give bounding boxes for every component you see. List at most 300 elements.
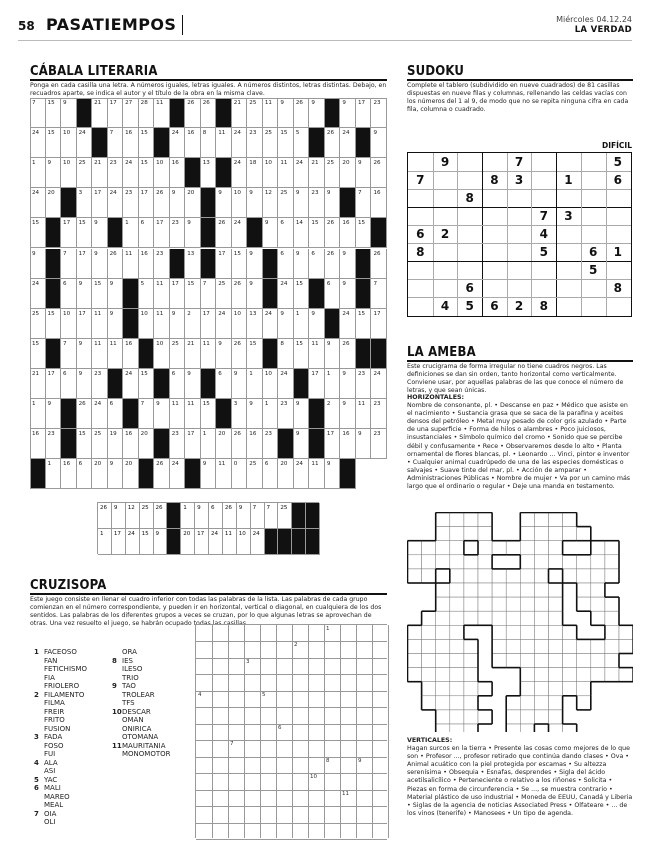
cabala-cell[interactable]: 21 [30, 369, 46, 399]
sudoku-cell[interactable] [482, 153, 507, 171]
ameba-cell[interactable] [450, 583, 464, 597]
cabala-key-cell[interactable]: 24 [126, 529, 140, 555]
ameba-cell[interactable] [492, 611, 506, 625]
ameba-cell[interactable] [520, 710, 534, 724]
cabala-key-cell[interactable]: 26 [223, 503, 237, 529]
ameba-cell[interactable] [605, 639, 619, 653]
ameba-cell[interactable] [464, 639, 478, 653]
cabala-cell[interactable]: 23 [170, 218, 186, 248]
cabala-cell[interactable]: 6 [278, 218, 294, 248]
cabala-cell[interactable]: 6 [325, 279, 341, 309]
cabala-cell[interactable]: 15 [309, 218, 325, 248]
sudoku-cell[interactable] [556, 261, 581, 279]
cabala-cell[interactable]: 24 [216, 309, 232, 339]
cabala-key-cell[interactable]: 9 [195, 503, 209, 529]
cabala-cell[interactable]: 13 [185, 249, 201, 279]
cabala-cell[interactable]: 24 [170, 459, 186, 489]
sudoku-cell[interactable] [482, 243, 507, 261]
ameba-cell[interactable] [422, 682, 436, 696]
cabala-cell[interactable]: 11 [278, 158, 294, 188]
cabala-cell[interactable]: 9 [201, 459, 217, 489]
ameba-cell[interactable] [563, 555, 577, 569]
cabala-cell[interactable]: 25 [92, 429, 108, 459]
ameba-cell[interactable] [478, 513, 492, 527]
cabala-cell[interactable]: 9 [356, 429, 372, 459]
cabala-cell[interactable]: 24 [123, 158, 139, 188]
cabala-cell[interactable]: 10 [263, 158, 279, 188]
ameba-cell[interactable] [534, 639, 548, 653]
cabala-cell[interactable]: 17 [371, 309, 387, 339]
ameba-cell[interactable] [478, 597, 492, 611]
cabala-cell[interactable]: 23 [371, 399, 387, 429]
sudoku-cell[interactable] [556, 153, 581, 171]
cabala-cell[interactable]: 21 [92, 98, 108, 128]
cabala-cell[interactable]: 17 [170, 279, 186, 309]
cabala-key-cell[interactable]: 9 [237, 503, 251, 529]
sudoku-cell[interactable] [531, 261, 556, 279]
cabala-cell[interactable]: 2 [325, 399, 341, 429]
cabala-cell[interactable]: 1 [294, 309, 310, 339]
ameba-cell[interactable] [464, 569, 478, 583]
cabala-key-cell[interactable]: 7 [265, 503, 279, 529]
ameba-cell[interactable] [478, 583, 492, 597]
cabala-cell[interactable]: 20 [92, 459, 108, 489]
ameba-cell[interactable] [506, 569, 520, 583]
sudoku-cell[interactable] [606, 189, 631, 207]
cabala-key-cell[interactable]: 17 [112, 529, 126, 555]
ameba-cell[interactable] [549, 513, 563, 527]
cabala-cell[interactable]: 26 [154, 459, 170, 489]
ameba-cell[interactable] [464, 654, 478, 668]
cabala-cell[interactable]: 20 [139, 429, 155, 459]
cabala-cell[interactable]: 1 [325, 369, 341, 399]
ameba-cell[interactable] [577, 654, 591, 668]
ameba-cell[interactable] [520, 569, 534, 583]
cabala-cell[interactable]: 3 [77, 188, 93, 218]
sudoku-cell[interactable] [482, 225, 507, 243]
cabala-cell[interactable]: 17 [216, 249, 232, 279]
sudoku-cell[interactable] [433, 261, 458, 279]
cabala-cell[interactable]: 23 [309, 188, 325, 218]
ameba-cell[interactable] [520, 513, 534, 527]
cabala-cell[interactable]: 10 [139, 309, 155, 339]
ameba-cell[interactable] [534, 583, 548, 597]
sudoku-grid[interactable] [407, 152, 632, 317]
ameba-cell[interactable] [422, 654, 436, 668]
cabala-key-cell[interactable]: 26 [98, 503, 112, 529]
cabala-cell[interactable]: 9 [278, 98, 294, 128]
cabala-cell[interactable]: 7 [30, 98, 46, 128]
cabala-cell[interactable]: 11 [309, 339, 325, 369]
cabala-cell[interactable]: 24 [278, 279, 294, 309]
cabala-key-cell[interactable]: 1 [98, 529, 112, 555]
cabala-cell[interactable]: 9 [309, 98, 325, 128]
cabala-cell[interactable]: 9 [77, 279, 93, 309]
cabala-key-cell[interactable]: 15 [140, 529, 154, 555]
cabala-cell[interactable]: 9 [170, 188, 186, 218]
cabala-cell[interactable]: 23 [123, 188, 139, 218]
ameba-cell[interactable] [464, 611, 478, 625]
ameba-cell[interactable] [591, 639, 605, 653]
ameba-cell[interactable] [591, 569, 605, 583]
ameba-cell[interactable] [534, 597, 548, 611]
cabala-cell[interactable]: 6 [216, 369, 232, 399]
cabala-cell[interactable]: 27 [123, 98, 139, 128]
sudoku-cell[interactable] [482, 207, 507, 225]
cabala-cell[interactable]: 17 [309, 369, 325, 399]
ameba-cell[interactable] [520, 527, 534, 541]
ameba-cell[interactable] [563, 639, 577, 653]
cabala-cell[interactable]: 9 [108, 279, 124, 309]
cabala-cell[interactable]: 24 [30, 188, 46, 218]
cabala-cell[interactable]: 24 [232, 218, 248, 248]
cruzisopa-grid[interactable] [195, 624, 387, 838]
cabala-cell[interactable]: 15 [356, 309, 372, 339]
cabala-cell[interactable]: 16 [170, 158, 186, 188]
cabala-cell[interactable]: 16 [247, 429, 263, 459]
sudoku-cell[interactable] [556, 297, 581, 315]
ameba-cell[interactable] [436, 696, 450, 710]
ameba-cell[interactable] [591, 597, 605, 611]
cabala-cell[interactable]: 10 [263, 369, 279, 399]
ameba-cell[interactable] [619, 625, 633, 639]
cabala-cell[interactable]: 20 [46, 188, 62, 218]
ameba-cell[interactable] [549, 682, 563, 696]
cabala-cell[interactable]: 6 [77, 459, 93, 489]
cabala-cell[interactable]: 25 [278, 188, 294, 218]
cabala-cell[interactable]: 9 [232, 369, 248, 399]
cabala-cell[interactable]: 20 [185, 188, 201, 218]
ameba-cell[interactable] [605, 625, 619, 639]
cabala-cell[interactable]: 25 [216, 279, 232, 309]
cabala-cell[interactable]: 24 [170, 128, 186, 158]
ameba-cell[interactable] [577, 597, 591, 611]
cabala-cell[interactable]: 21 [309, 158, 325, 188]
cabala-cell[interactable]: 24 [294, 158, 310, 188]
cabala-cell[interactable]: 15 [139, 128, 155, 158]
sudoku-cell[interactable] [408, 297, 433, 315]
ameba-cell[interactable] [591, 668, 605, 682]
cabala-cell[interactable]: 24 [30, 128, 46, 158]
ameba-cell[interactable] [408, 569, 422, 583]
cabala-cell[interactable]: 24 [340, 128, 356, 158]
ameba-cell[interactable] [478, 569, 492, 583]
ameba-cell[interactable] [549, 541, 563, 555]
cabala-cell[interactable]: 23 [371, 429, 387, 459]
ameba-cell[interactable] [464, 555, 478, 569]
cabala-cell[interactable]: 23 [154, 249, 170, 279]
cabala-key-cell[interactable]: 9 [112, 503, 126, 529]
ameba-cell[interactable] [464, 583, 478, 597]
ameba-cell[interactable] [563, 625, 577, 639]
cabala-cell[interactable]: 11 [356, 399, 372, 429]
ameba-cell[interactable] [549, 654, 563, 668]
sudoku-cell[interactable] [606, 297, 631, 315]
cabala-cell[interactable]: 1 [263, 399, 279, 429]
cabala-cell[interactable]: 23 [278, 399, 294, 429]
cabala-cell[interactable]: 6 [263, 459, 279, 489]
cabala-cell[interactable]: 17 [201, 309, 217, 339]
ameba-cell[interactable] [464, 682, 478, 696]
cabala-cell[interactable]: 1 [201, 429, 217, 459]
ameba-cell[interactable] [436, 668, 450, 682]
ameba-cell[interactable] [549, 527, 563, 541]
cabala-cell[interactable]: 28 [139, 98, 155, 128]
ameba-cell[interactable] [605, 541, 619, 555]
cabala-cell[interactable]: 26 [185, 98, 201, 128]
ameba-cell[interactable] [436, 639, 450, 653]
sudoku-cell[interactable] [433, 207, 458, 225]
cabala-cell[interactable]: 9 [247, 249, 263, 279]
ameba-cell[interactable] [534, 611, 548, 625]
cabala-cell[interactable]: 15 [46, 98, 62, 128]
ameba-cell[interactable] [520, 625, 534, 639]
cabala-cell[interactable]: 9 [371, 128, 387, 158]
sudoku-cell[interactable] [531, 189, 556, 207]
ameba-cell[interactable] [436, 682, 450, 696]
ameba-cell[interactable] [450, 654, 464, 668]
cabala-cell[interactable]: 15 [247, 339, 263, 369]
cabala-cell[interactable]: 11 [201, 339, 217, 369]
ameba-cell[interactable] [520, 668, 534, 682]
cabala-cell[interactable]: 11 [92, 309, 108, 339]
cabala-cell[interactable]: 9 [92, 249, 108, 279]
cabala-key-cell[interactable]: 6 [209, 503, 223, 529]
sudoku-cell[interactable] [507, 243, 532, 261]
cabala-cell[interactable]: 1 [30, 399, 46, 429]
ameba-cell[interactable] [549, 696, 563, 710]
sudoku-cell[interactable] [581, 153, 606, 171]
cabala-cell[interactable]: 20 [216, 429, 232, 459]
cabala-cell[interactable]: 17 [61, 218, 77, 248]
ameba-cell[interactable] [591, 555, 605, 569]
ameba-cell[interactable] [577, 696, 591, 710]
sudoku-cell[interactable] [581, 279, 606, 297]
cabala-cell[interactable]: 25 [247, 98, 263, 128]
cabala-cell[interactable]: 8 [201, 128, 217, 158]
cabala-cell[interactable]: 10 [61, 128, 77, 158]
ameba-cell[interactable] [520, 597, 534, 611]
cabala-key-cell[interactable]: 24 [251, 529, 265, 555]
sudoku-cell[interactable] [556, 243, 581, 261]
ameba-cell[interactable] [534, 513, 548, 527]
cabala-cell[interactable]: 15 [278, 128, 294, 158]
ameba-cell[interactable] [436, 654, 450, 668]
ameba-cell[interactable] [549, 555, 563, 569]
ameba-cell[interactable] [534, 682, 548, 696]
ameba-cell[interactable] [422, 639, 436, 653]
sudoku-cell[interactable] [457, 261, 482, 279]
cabala-cell[interactable]: 6 [61, 369, 77, 399]
cabala-cell[interactable]: 24 [77, 128, 93, 158]
ameba-cell[interactable] [492, 583, 506, 597]
ameba-cell[interactable] [492, 541, 506, 555]
cabala-cell[interactable]: 14 [294, 218, 310, 248]
ameba-cell[interactable] [534, 625, 548, 639]
cabala-cell[interactable]: 9 [216, 339, 232, 369]
cabala-cell[interactable]: 24 [108, 188, 124, 218]
cabala-cell[interactable]: 18 [247, 158, 263, 188]
cabala-cell[interactable]: 15 [77, 429, 93, 459]
cabala-cell[interactable]: 7 [201, 279, 217, 309]
cabala-cell[interactable]: 26 [371, 158, 387, 188]
cabala-cell[interactable]: 21 [232, 98, 248, 128]
cabala-cell[interactable]: 10 [154, 158, 170, 188]
cabala-cell[interactable]: 8 [278, 339, 294, 369]
ameba-cell[interactable] [506, 625, 520, 639]
cabala-cell[interactable]: 26 [201, 98, 217, 128]
ameba-cell[interactable] [492, 639, 506, 653]
cabala-cell[interactable]: 9 [46, 399, 62, 429]
cabala-cell[interactable]: 24 [340, 309, 356, 339]
ameba-cell[interactable] [619, 668, 633, 682]
ameba-cell[interactable] [549, 625, 563, 639]
cabala-cell[interactable]: 26 [77, 399, 93, 429]
ameba-cell[interactable] [563, 527, 577, 541]
cabala-key-cell[interactable]: 11 [223, 529, 237, 555]
ameba-cell[interactable] [577, 569, 591, 583]
cabala-cell[interactable]: 16 [371, 188, 387, 218]
cabala-key-cell[interactable]: 25 [140, 503, 154, 529]
cabala-cell[interactable]: 9 [340, 249, 356, 279]
cabala-cell[interactable]: 6 [170, 369, 186, 399]
ameba-cell[interactable] [422, 555, 436, 569]
cabala-cell[interactable]: 16 [61, 459, 77, 489]
sudoku-cell[interactable] [606, 207, 631, 225]
cabala-cell[interactable]: 23 [92, 369, 108, 399]
cabala-grid[interactable] [30, 98, 387, 489]
ameba-cell[interactable] [436, 710, 450, 724]
cabala-cell[interactable]: 16 [30, 429, 46, 459]
ameba-cell[interactable] [450, 724, 464, 732]
cabala-cell[interactable]: 25 [77, 158, 93, 188]
ameba-cell[interactable] [506, 611, 520, 625]
ameba-cell[interactable] [506, 541, 520, 555]
cabala-key-cell[interactable]: 24 [209, 529, 223, 555]
sudoku-cell[interactable] [433, 171, 458, 189]
cabala-cell[interactable]: 24 [371, 369, 387, 399]
ameba-cell[interactable] [591, 611, 605, 625]
cabala-cell[interactable]: 1 [30, 158, 46, 188]
cabala-cell[interactable]: 10 [61, 158, 77, 188]
ameba-cell[interactable] [605, 654, 619, 668]
cabala-key-cell[interactable]: 12 [126, 503, 140, 529]
cabala-cell[interactable]: 13 [247, 309, 263, 339]
ameba-cell[interactable] [436, 625, 450, 639]
ameba-cell[interactable] [478, 611, 492, 625]
cabala-cell[interactable]: 1 [123, 218, 139, 248]
cabala-cell[interactable]: 7 [139, 399, 155, 429]
ameba-cell[interactable] [422, 541, 436, 555]
ameba-cell[interactable] [436, 583, 450, 597]
sudoku-cell[interactable] [408, 153, 433, 171]
ameba-cell[interactable] [450, 625, 464, 639]
cabala-cell[interactable]: 6 [309, 249, 325, 279]
ameba-cell[interactable] [422, 668, 436, 682]
sudoku-cell[interactable] [507, 225, 532, 243]
ameba-cell[interactable] [506, 654, 520, 668]
ameba-cell[interactable] [605, 569, 619, 583]
ameba-cell[interactable] [577, 668, 591, 682]
ameba-cell[interactable] [464, 597, 478, 611]
cabala-cell[interactable]: 11 [263, 98, 279, 128]
sudoku-cell[interactable] [581, 171, 606, 189]
cabala-cell[interactable]: 24 [232, 158, 248, 188]
ameba-cell[interactable] [534, 555, 548, 569]
sudoku-cell[interactable] [482, 189, 507, 207]
cabala-cell[interactable]: 15 [30, 339, 46, 369]
cabala-cell[interactable]: 2 [185, 309, 201, 339]
cabala-cell[interactable]: 9 [340, 399, 356, 429]
cabala-cell[interactable]: 11 [154, 309, 170, 339]
cabala-cell[interactable]: 23 [170, 429, 186, 459]
cabala-cell[interactable]: 9 [294, 429, 310, 459]
ameba-cell[interactable] [478, 527, 492, 541]
sudoku-cell[interactable] [507, 261, 532, 279]
cabala-cell[interactable]: 7 [371, 279, 387, 309]
ameba-cell[interactable] [436, 611, 450, 625]
cabala-cell[interactable]: 26 [294, 98, 310, 128]
cabala-cell[interactable]: 9 [92, 218, 108, 248]
sudoku-cell[interactable] [408, 207, 433, 225]
cabala-cell[interactable]: 24 [263, 309, 279, 339]
sudoku-cell[interactable] [581, 225, 606, 243]
sudoku-cell[interactable] [581, 297, 606, 315]
ameba-cell[interactable] [450, 541, 464, 555]
sudoku-cell[interactable] [457, 207, 482, 225]
ameba-cell[interactable] [450, 527, 464, 541]
sudoku-cell[interactable] [507, 189, 532, 207]
ameba-cell[interactable] [577, 555, 591, 569]
ameba-cell[interactable] [520, 682, 534, 696]
cabala-cell[interactable]: 9 [278, 309, 294, 339]
cabala-cell[interactable]: 9 [247, 399, 263, 429]
cabala-cell[interactable]: 0 [232, 459, 248, 489]
cabala-key-cell[interactable]: 26 [154, 503, 168, 529]
cabala-cell[interactable]: 9 [356, 158, 372, 188]
cabala-cell[interactable]: 15 [139, 158, 155, 188]
ameba-cell[interactable] [506, 639, 520, 653]
ameba-cell[interactable] [520, 639, 534, 653]
cabala-cell[interactable]: 15 [139, 369, 155, 399]
cabala-cell[interactable]: 7 [356, 188, 372, 218]
cabala-cell[interactable]: 17 [77, 249, 93, 279]
ameba-cell[interactable] [464, 513, 478, 527]
cabala-cell[interactable]: 26 [371, 249, 387, 279]
cabala-cell[interactable]: 26 [232, 429, 248, 459]
cabala-cell[interactable]: 15 [356, 218, 372, 248]
cabala-cell[interactable]: 10 [154, 339, 170, 369]
ameba-cell[interactable] [450, 668, 464, 682]
ameba-cell[interactable] [506, 696, 520, 710]
ameba-cell[interactable] [577, 682, 591, 696]
cabala-cell[interactable]: 9 [325, 339, 341, 369]
sudoku-cell[interactable] [556, 189, 581, 207]
cabala-cell[interactable]: 9 [340, 279, 356, 309]
cabala-cell[interactable]: 9 [325, 188, 341, 218]
cabala-key-cell[interactable]: 17 [195, 529, 209, 555]
cabala-cell[interactable]: 25 [325, 158, 341, 188]
cabala-cell[interactable]: 21 [185, 339, 201, 369]
ameba-cell[interactable] [436, 541, 450, 555]
ameba-cell[interactable] [563, 513, 577, 527]
ameba-cell[interactable] [591, 541, 605, 555]
cabala-cell[interactable]: 17 [356, 98, 372, 128]
ameba-cell[interactable] [422, 696, 436, 710]
cabala-cell[interactable]: 25 [247, 459, 263, 489]
cabala-key-grid[interactable] [97, 502, 319, 554]
cabala-cell[interactable]: 1 [46, 459, 62, 489]
